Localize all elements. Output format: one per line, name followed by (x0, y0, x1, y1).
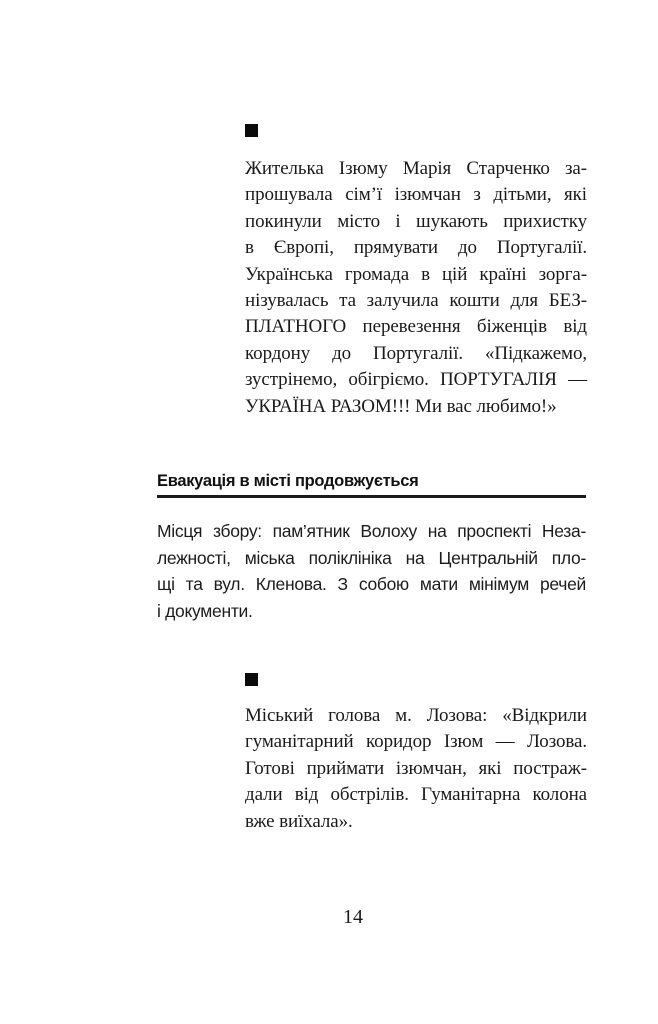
text-line: прошувала сім’ї ізюмчан з дітьми, які (245, 184, 587, 206)
text-line: Українська громада в цій країні зорга- (245, 263, 587, 285)
text-line: кордону до Португалії. «Підкажемо, (245, 342, 587, 364)
diary-entry-2 (245, 703, 587, 835)
text-line: і документи. (157, 601, 253, 622)
square-bullet-icon (245, 124, 258, 137)
diary-entry-1 (245, 156, 587, 420)
text-line: дали від обстрілів. Гуманітарна колона (245, 784, 587, 806)
page-number: 14 (343, 906, 363, 928)
text-line: в Європі, прямувати до Португалії. (245, 237, 587, 259)
evacuation-notice (157, 518, 586, 625)
text-line: щі та вул. Кленова. З собою мати мінімум речей (157, 574, 586, 595)
text-line: зустрінемо, обігріємо. ПОРТУГАЛІЯ — (245, 369, 587, 391)
text-line: Місця збору: пам’ятник Волоху на проспекті Неза- (157, 521, 586, 541)
text-line: вже виїхала». (245, 810, 353, 832)
text-line: Жителька Ізюму Марія Старченко за- (245, 158, 587, 179)
text-line: покинули місто і шукають прихистку (245, 210, 587, 232)
text-line: Готові приймати ізюмчан, які постраж- (245, 757, 587, 779)
square-bullet-icon (245, 673, 258, 686)
text-line: гуманітарний коридор Ізюм — Лозова. (245, 731, 587, 753)
text-line: Міський голова м. Лозова: «Відкрили (245, 705, 587, 726)
text-line: лежності, міська поліклініка на Центральній пло- (157, 547, 586, 568)
heading-rule (157, 495, 586, 498)
text-line: нізувалась та залучила кошти для БЕЗ- (245, 290, 587, 312)
section-heading: Евакуація в місті продовжується (157, 472, 419, 490)
text-line: ПЛАТНОГО перевезення біженців від (245, 316, 587, 338)
text-line: УКРАЇНА РАЗОМ!!! Ми вас любимо!» (245, 395, 557, 417)
